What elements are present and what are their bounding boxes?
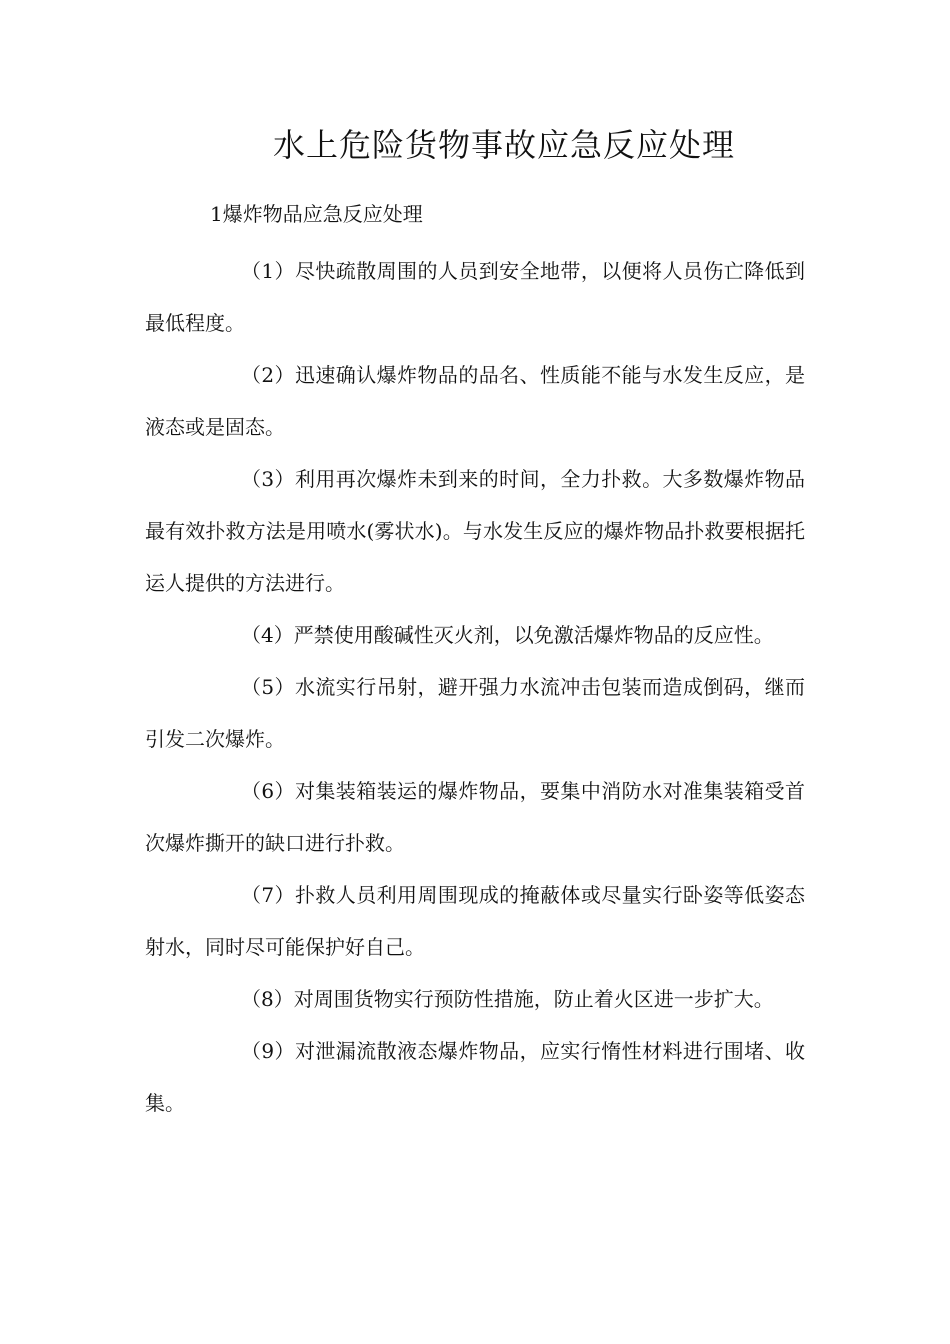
step-1-paragraph: （1）尽快疏散周围的人员到安全地带，以便将人员伤亡降低到最低程度。 [145, 259, 805, 335]
step-3-paragraph: （3）利用再次爆炸未到来的时间，全力扑救。大多数爆炸物品最有效扑救方法是用喷水(雾状水)。与水发生反应的爆炸物品扑救要根据托运人提供的方法进行。 [145, 467, 805, 595]
section-heading: 1爆炸物品应急反应处理 [210, 202, 423, 226]
step-2-paragraph: （2）迅速确认爆炸物品的品名、性质能不能与水发生反应，是液态或是固态。 [145, 363, 805, 439]
step-8-paragraph: （8）对周围货物实行预防性措施，防止着火区进一步扩大。 [241, 987, 774, 1011]
document-title: 水上危险货物事故应急反应处理 [272, 126, 735, 164]
step-9-paragraph: （9）对泄漏流散液态爆炸物品，应实行惰性材料进行围堵、收集。 [145, 1039, 805, 1115]
step-7-paragraph: （7）扑救人员利用周围现成的掩蔽体或尽量实行卧姿等低姿态射水，同时尽可能保护好自己。 [145, 883, 805, 959]
step-4-paragraph: （4）严禁使用酸碱性灭火剂，以免激活爆炸物品的反应性。 [241, 623, 774, 647]
step-5-paragraph: （5）水流实行吊射，避开强力水流冲击包装而造成倒码，继而引发二次爆炸。 [145, 675, 805, 751]
emergency-steps-list [145, 245, 805, 1129]
step-6-paragraph: （6）对集装箱装运的爆炸物品，要集中消防水对准集装箱受首次爆炸撕开的缺口进行扑救。 [145, 779, 805, 855]
